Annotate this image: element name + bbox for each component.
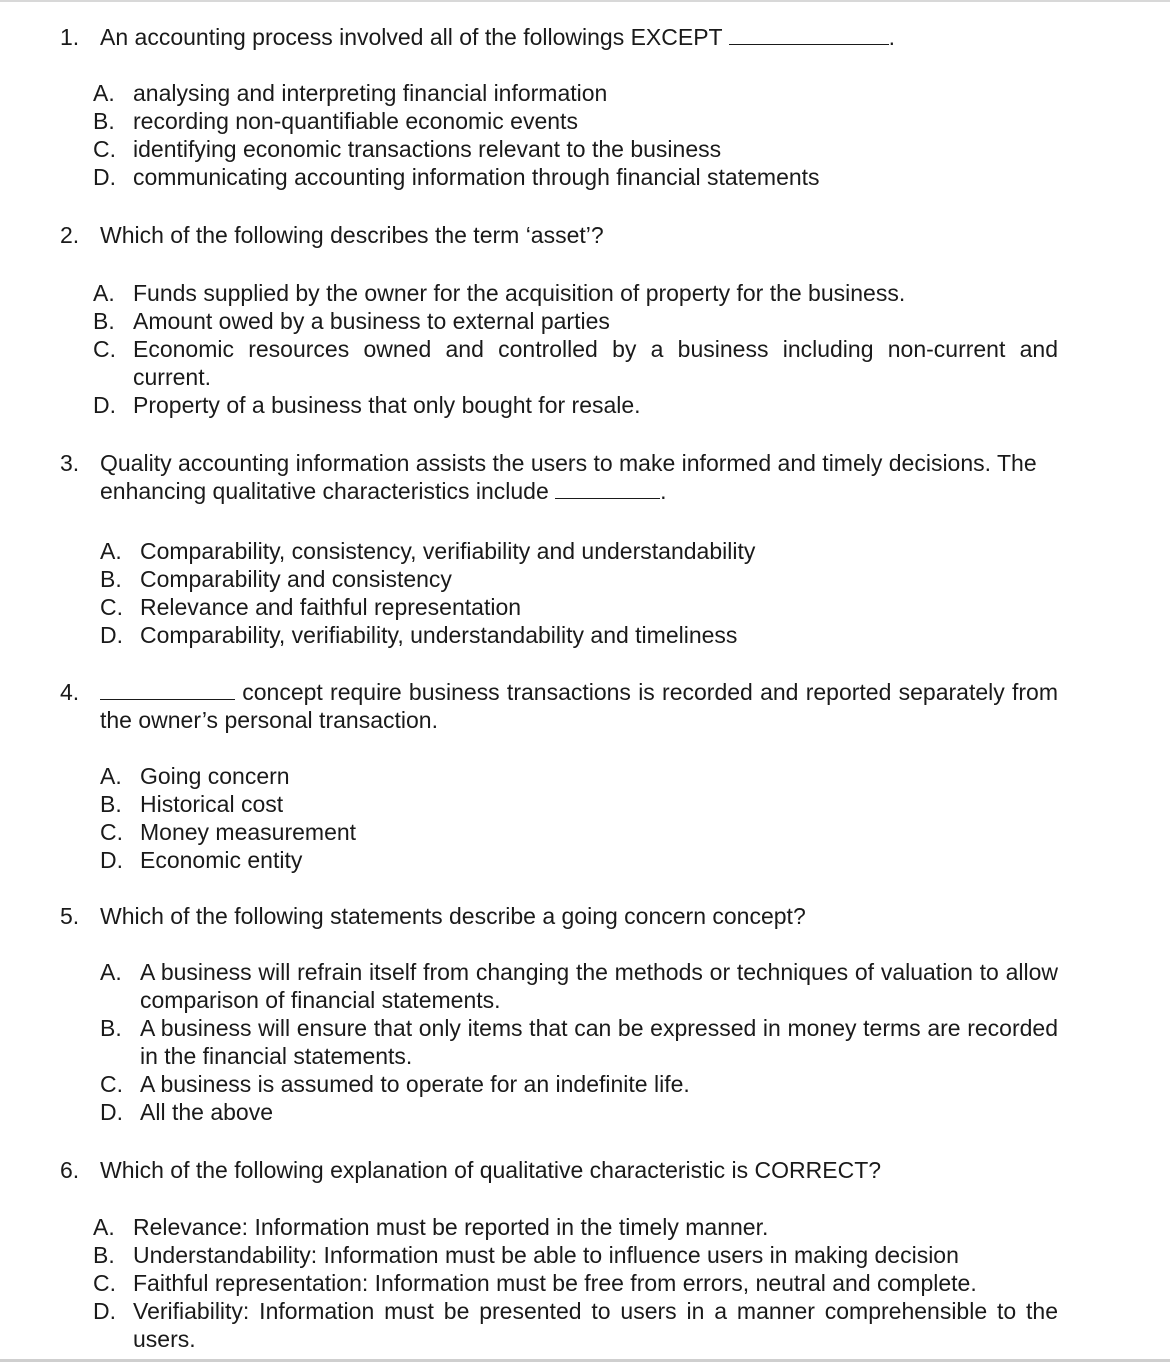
- option-letter: A.: [100, 763, 122, 789]
- option-b: [100, 565, 1058, 593]
- option-letter: C.: [93, 336, 116, 362]
- option-d: [100, 846, 1058, 874]
- option-text: Faithful representation: Information must be free from errors, neutral and complete.: [133, 1270, 977, 1296]
- question-text-before: Quality accounting information assists the users to make informed and timely decisions. The enhancing qualitative characteristics include: [100, 450, 1037, 504]
- question-text: [100, 902, 1060, 930]
- option-text: analysing and interpreting financial information: [133, 80, 608, 106]
- question-text: [100, 449, 1058, 505]
- option-text: Relevance and faithful representation: [140, 594, 522, 620]
- options-list: [100, 537, 1058, 649]
- option-b: [100, 1014, 1058, 1070]
- option-b: [93, 1241, 1058, 1269]
- question-number: 2.: [60, 222, 80, 248]
- option-c: [100, 818, 1058, 846]
- option-text: Amount owed by a business to external parties: [133, 308, 610, 334]
- option-letter: C.: [93, 136, 116, 162]
- option-b: [100, 790, 1058, 818]
- option-a: [100, 762, 1058, 790]
- question-6: [60, 1156, 1060, 1184]
- option-b: [93, 107, 1058, 135]
- option-letter: B.: [100, 1015, 122, 1041]
- option-letter: D.: [93, 1298, 116, 1324]
- answer-blank: [729, 24, 889, 45]
- option-a: [100, 537, 1058, 565]
- question-number: 5.: [60, 903, 80, 929]
- option-d: [100, 621, 1058, 649]
- option-text: A business will refrain itself from changing the methods or techniques of valuation to allow comparison of financial statements.: [140, 959, 1058, 1013]
- question-text: [100, 1156, 1060, 1184]
- question-3: [60, 449, 1058, 505]
- option-c: [100, 593, 1058, 621]
- option-text: Going concern: [140, 763, 290, 789]
- option-c: [100, 1070, 1058, 1098]
- option-d: [93, 163, 1058, 191]
- option-text: Comparability, verifiability, understandability and timeliness: [140, 622, 738, 648]
- answer-blank: [555, 478, 660, 499]
- option-letter: A.: [93, 280, 115, 306]
- question-text: [100, 221, 1060, 249]
- option-text: Relevance: Information must be reported in the timely manner.: [133, 1214, 769, 1240]
- option-letter: D.: [100, 847, 123, 873]
- answer-blank: [100, 679, 235, 700]
- option-text: Economic resources owned and controlled by a business including non-current and current.: [133, 336, 1058, 390]
- top-border: [0, 0, 1170, 2]
- question-2: [60, 221, 1060, 249]
- question-number: 6.: [60, 1157, 80, 1183]
- option-d: [100, 1098, 1058, 1126]
- question-number: 3.: [60, 450, 80, 476]
- options-list: [93, 279, 1058, 419]
- question-text: [100, 23, 1060, 51]
- option-a: [93, 1213, 1058, 1241]
- option-text: identifying economic transactions relevant to the business: [133, 136, 722, 162]
- question-text-before: Which of the following explanation of qualitative characteristic is CORRECT?: [100, 1157, 882, 1183]
- option-d: [93, 1297, 1058, 1353]
- option-text: A business is assumed to operate for an indefinite life.: [140, 1071, 690, 1097]
- option-a: [100, 958, 1058, 1014]
- option-letter: B.: [93, 308, 115, 334]
- option-c: [93, 1269, 1058, 1297]
- options-list: [100, 762, 1058, 874]
- option-b: [93, 307, 1058, 335]
- option-c: [93, 135, 1058, 163]
- question-number: 4.: [60, 679, 80, 705]
- option-text: Money measurement: [140, 819, 357, 845]
- option-a: [93, 79, 1058, 107]
- option-text: Property of a business that only bought for resale.: [133, 392, 641, 418]
- option-letter: D.: [93, 164, 116, 190]
- option-letter: B.: [100, 791, 122, 817]
- options-list: [93, 1213, 1058, 1353]
- option-d: [93, 391, 1058, 419]
- question-text: [100, 678, 1058, 734]
- option-text: Verifiability: Information must be presented to users in a manner comprehensible to the users.: [133, 1298, 1058, 1352]
- question-text-after: concept require business transactions is recorded and reported separately from the owner’s personal transaction.: [100, 679, 1058, 733]
- option-letter: B.: [100, 566, 122, 592]
- option-text: Comparability and consistency: [140, 566, 452, 592]
- option-letter: A.: [93, 1214, 115, 1240]
- option-text: communicating accounting information through financial statements: [133, 164, 820, 190]
- option-letter: C.: [93, 1270, 116, 1296]
- option-text: All the above: [140, 1099, 273, 1125]
- option-text: A business will ensure that only items that can be expressed in money terms are recorded in the financial statements.: [140, 1015, 1058, 1069]
- option-letter: D.: [93, 392, 116, 418]
- question-text-before: An accounting process involved all of the followings EXCEPT: [100, 24, 729, 50]
- option-letter: C.: [100, 819, 123, 845]
- option-letter: D.: [100, 1099, 123, 1125]
- option-c: [93, 335, 1058, 391]
- question-1: [60, 23, 1060, 51]
- option-text: Historical cost: [140, 791, 284, 817]
- question-text-before: Which of the following statements describe a going concern concept?: [100, 903, 806, 929]
- option-letter: D.: [100, 622, 123, 648]
- option-letter: C.: [100, 594, 123, 620]
- option-letter: C.: [100, 1071, 123, 1097]
- options-list: [93, 79, 1058, 191]
- option-text: Funds supplied by the owner for the acquisition of property for the business.: [133, 280, 906, 306]
- question-text-after: .: [888, 24, 895, 50]
- option-letter: A.: [100, 538, 122, 564]
- option-text: Understandability: Information must be able to influence users in making decision: [133, 1242, 959, 1268]
- question-text-after: .: [660, 478, 667, 504]
- question-text-before: Which of the following describes the term ‘asset’?: [100, 222, 604, 248]
- question-number: 1.: [60, 24, 80, 50]
- question-4: [60, 678, 1058, 734]
- option-text: Comparability, consistency, verifiability and understandability: [140, 538, 756, 564]
- options-list: [100, 958, 1058, 1126]
- option-letter: B.: [93, 1242, 115, 1268]
- option-letter: A.: [100, 959, 122, 985]
- option-text: Economic entity: [140, 847, 303, 873]
- option-letter: A.: [93, 80, 115, 106]
- option-text: recording non-quantifiable economic events: [133, 108, 578, 134]
- question-5: [60, 902, 1060, 930]
- option-a: [93, 279, 1058, 307]
- option-letter: B.: [93, 108, 115, 134]
